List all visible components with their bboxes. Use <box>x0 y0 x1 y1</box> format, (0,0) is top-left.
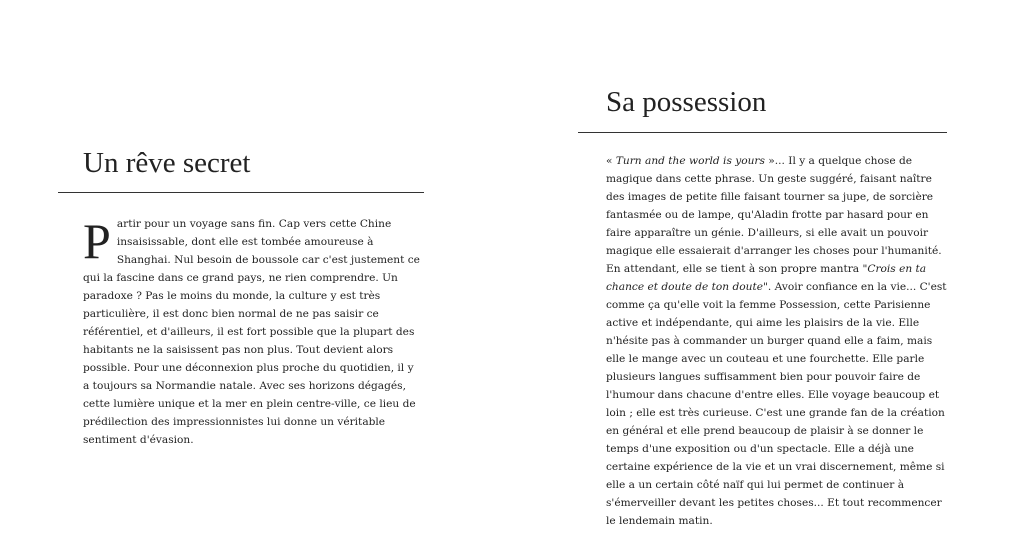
title-divider-right <box>578 132 947 133</box>
article-title-right: Sa possession <box>606 86 767 118</box>
title-divider-left <box>58 192 424 193</box>
quote-open: « <box>606 155 616 167</box>
article-body-left <box>83 215 423 449</box>
article-text-right-part2: . Avoir confiance en la vie... C'est comme ça qu'elle voit la femme Possession, cette Parisienne active et indépendante, qui aime les plaisirs de la vie. Elle n'hésite pas à commander un burger quand elle a faim, mais elle le mange avec un couteau et une fourchette. Elle parle plusieurs langues suffisamment bien pour pouvoir faire de l'humour dans chacune d'entre elles. Elle voyage beaucoup et loin ; elle est très curieuse. C'est une grande fan de la création en général et elle prend beaucoup de plaisir à se donner le temps d'une exposition ou d'un spectacle. Elle a déjà une certaine expérience de la vie et un vrai discernement, même si elle a un certain côté naïf qui lui permet de continuer à s'émerveiller devant les petites choses... Et tout recommencer le lendemain matin. <box>606 281 947 527</box>
quote-italic: Turn and the world is yours <box>615 155 765 167</box>
mantra-italic: "Crois en ta chance et doute de ton doute" <box>606 263 927 293</box>
article-text-right-part1: ... Il y a quelque chose de magique dans cette phrase. Un geste suggéré, faisant naître des images de petite fille faisant tourner sa jupe, de sorcière fantasmée ou de lampe, qu'Aladin frotte par hasard pour en faire apparaître un génie. D'ailleurs, si elle avait un pouvoir magique elle essaierait d'arranger les choses pour l'humanité. En attendant, elle se tient à son propre mantra <box>606 155 942 275</box>
article-title-left: Un rêve secret <box>83 147 251 179</box>
quote-close: » <box>764 155 775 167</box>
article-body-right <box>606 152 948 530</box>
drop-cap: P <box>83 213 111 269</box>
article-text-left: artir pour un voyage sans fin. Cap vers cette Chine insaisissable, dont elle est tombée amoureuse à Shanghai. Nul besoin de boussole car c'est justement ce qui la fascine dans ce grand pays, ne rien comprendre. Un paradoxe ? Pas le moins du monde, la culture y est très particulière, il est donc bien normal de ne pas saisir ce référentiel, et d'ailleurs, il est fort possible que la plupart des habitants ne la saisissent pas non plus. Tout devient alors possible. Pour une déconnexion plus proche du quotidien, il y a toujours sa Normandie natale. Avec ses horizons dégagés, cette lumière unique et la mer en plein centre-ville, ce lieu de prédilection des impressionnistes lui donne un véritable sentiment d'évasion. <box>83 218 420 446</box>
